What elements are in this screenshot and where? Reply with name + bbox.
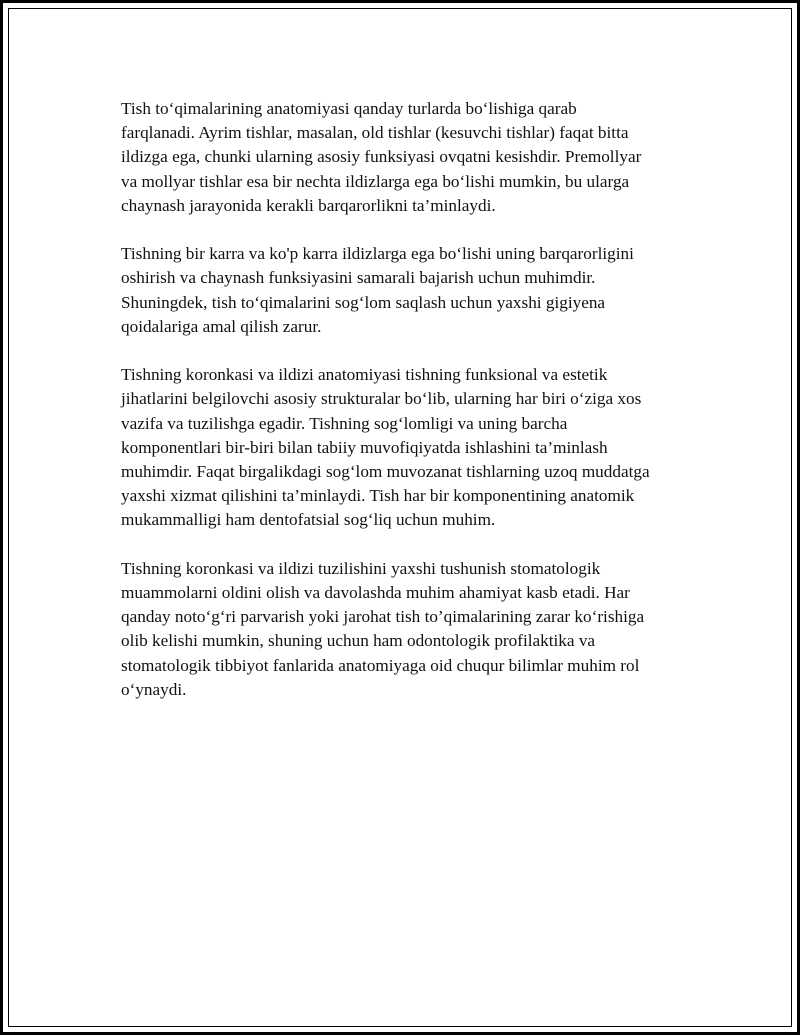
text-line: komponentlari bir-biri bilan tabiiy muvofiqiyatda ishlashini ta’minlash	[121, 437, 608, 457]
text-line: Tishning koronkasi va ildizi anatomiyasi tishning funksional va estetik	[121, 365, 608, 385]
paragraph-1	[121, 97, 696, 218]
text-line: muhimdir. Faqat birgalikdagi sog‘lom muvozanat tishlarning uzoq muddatga	[121, 462, 650, 482]
text-line: jihatlarini belgilovchi asosiy strukturalar bo‘lib, ularning har biri o‘ziga xos	[121, 389, 642, 409]
text-line: oshirish va chaynash funksiyasini samarali bajarish uchun muhimdir.	[121, 268, 596, 288]
text-line: qanday noto‘g‘ri parvarish yoki jarohat tish to’qimalarining zarar ko‘rishiga	[121, 607, 645, 627]
paragraph-3	[121, 363, 696, 532]
text-line: Tish to‘qimalarining anatomiyasi qanday turlarda bo‘lishiga qarab	[121, 99, 577, 118]
text-line: vazifa va tuzilishga egadir. Tishning sog‘lomligi va uning barcha	[121, 413, 568, 433]
text-line: yaxshi xizmat qilishini ta’minlaydi. Tish har bir komponentining anatomik	[121, 486, 635, 506]
text-line: qoidalariga amal qilish zarur.	[121, 316, 322, 336]
text-line: mukammalligi ham dentofatsial sog‘liq uchun muhim.	[121, 510, 496, 530]
text-line: stomatologik tibbiyot fanlarida anatomiyaga oid chuqur bilimlar muhim rol	[121, 655, 640, 675]
text-line: va mollyar tishlar esa bir nechta ildizlarga ega bo‘lishi mumkin, bu ularga	[121, 171, 630, 191]
text-line: olib kelishi mumkin, shuning uchun ham odontologik profilaktika va	[121, 631, 596, 651]
text-line: ildizga ega, chunki ularning asosiy funksiyasi ovqatni kesishdir. Premollyar	[121, 147, 642, 167]
text-line: chaynash jarayonida kerakli barqarorlikni ta’minlaydi.	[121, 195, 496, 215]
text-line: Tishning bir karra va ko'p karra ildizlarga ega bo‘lishi uning barqarorligini	[121, 244, 634, 264]
paragraph-4	[121, 557, 696, 702]
text-line: Tishning koronkasi va ildizi tuzilishini yaxshi tushunish stomatologik	[121, 558, 601, 578]
text-line: farqlanadi. Ayrim tishlar, masalan, old tishlar (kesuvchi tishlar) faqat bitta	[121, 123, 629, 143]
document-body	[121, 97, 696, 726]
paragraph-2	[121, 242, 696, 339]
text-line: o‘ynaydi.	[121, 679, 187, 699]
text-line: Shuningdek, tish to‘qimalarini sog‘lom saqlash uchun yaxshi gigiyena	[121, 292, 606, 312]
text-line: muammolarni oldini olish va davolashda muhim ahamiyat kasb etadi. Har	[121, 583, 630, 603]
